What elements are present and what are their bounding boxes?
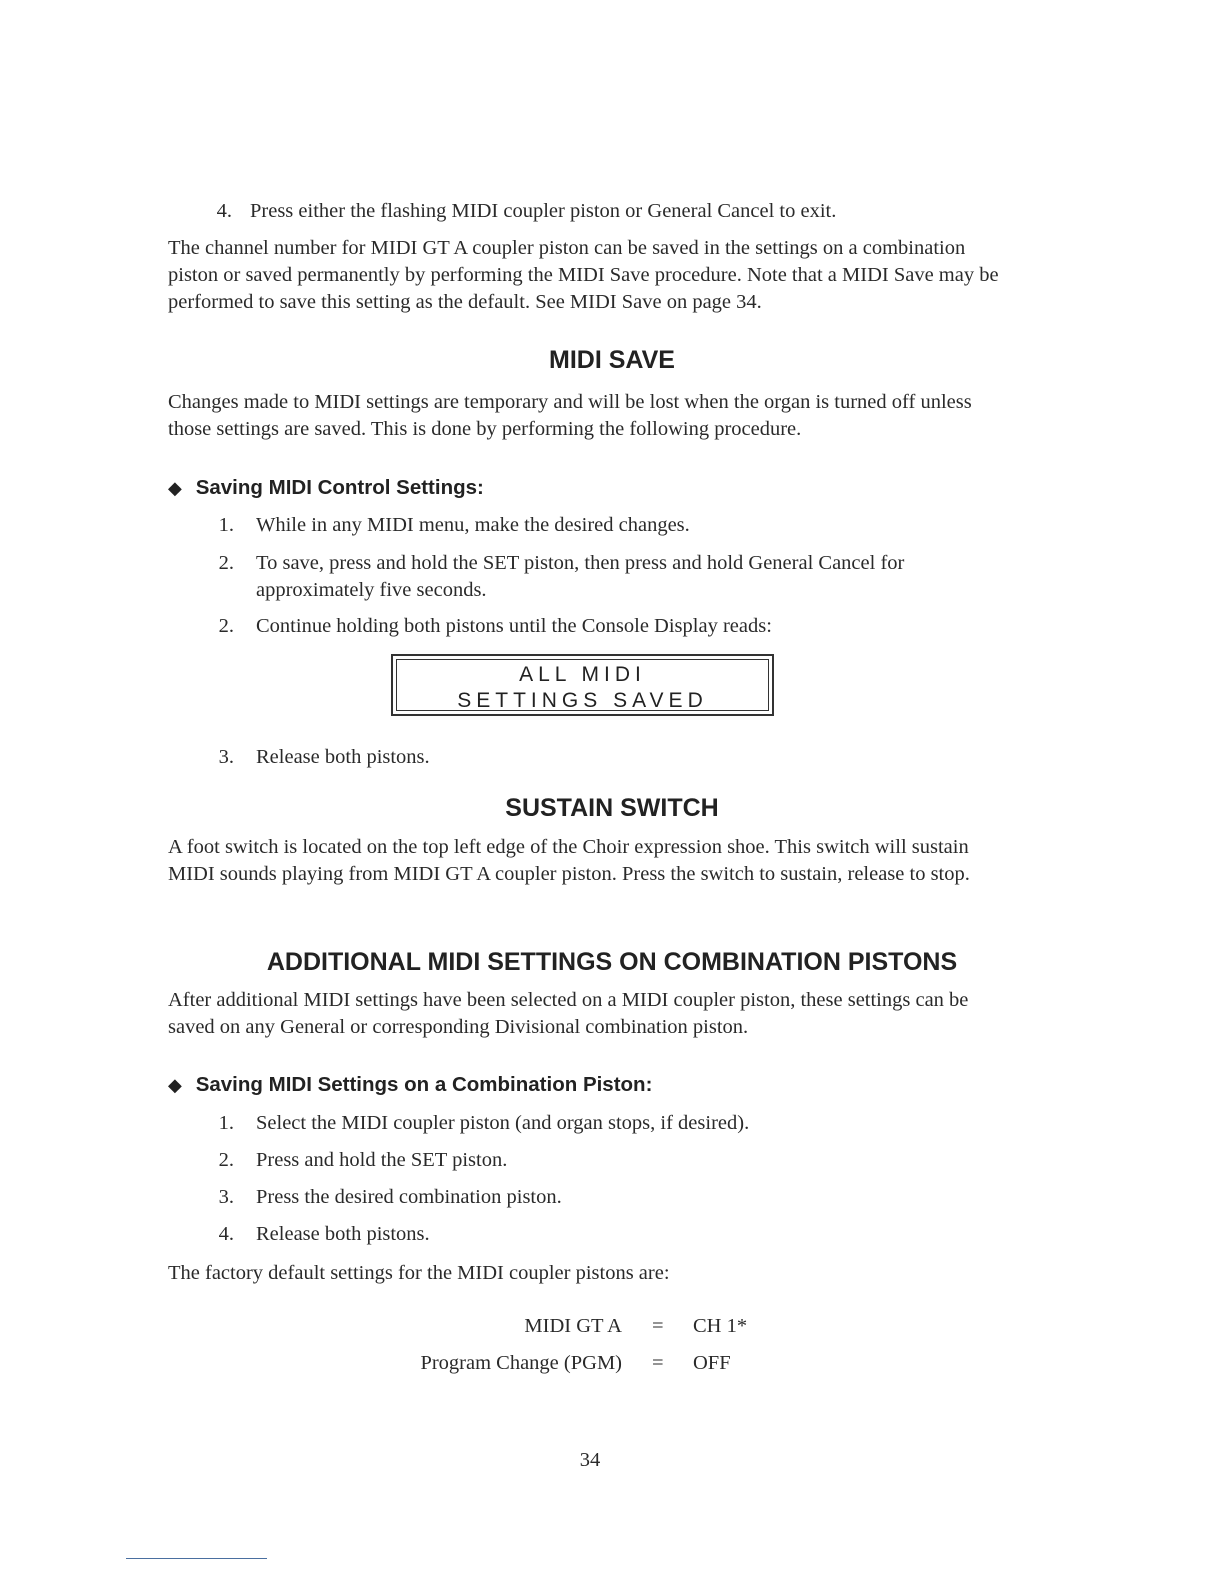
step-text: Press the desired combination piston. <box>256 1186 562 1208</box>
default-label: MIDI GT A <box>524 1315 622 1337</box>
step-text: Press and hold the SET piston. <box>256 1149 508 1171</box>
step-number: 1. <box>218 1112 234 1134</box>
step-text: Select the MIDI coupler piston (and organ stops, if desired). <box>256 1112 750 1134</box>
default-value: OFF <box>693 1352 731 1374</box>
step-number: 2. <box>218 1149 234 1171</box>
midi-save-paragraph: Changes made to MIDI settings are temporary and will be lost when the organ is turned off unless those settings are saved. This is done by performing the following procedure. <box>168 391 972 440</box>
subheading-text: Saving MIDI Control Settings: <box>195 476 484 499</box>
defaults-intro: The factory default settings for the MIDI coupler pistons are: <box>168 1262 670 1284</box>
additional-settings-heading: ADDITIONAL MIDI SETTINGS ON COMBINATION PISTONS <box>266 948 958 976</box>
step-text: Release both pistons. <box>256 746 430 768</box>
additional-paragraph: After additional MIDI settings have been selected on a MIDI coupler piston, these settings can be saved on any General or corresponding Divisional combination piston. <box>168 989 969 1038</box>
diamond-bullet-icon: ◆ <box>168 1075 182 1095</box>
console-display <box>391 654 774 716</box>
sustain-switch-heading: SUSTAIN SWITCH <box>505 794 719 822</box>
sustain-paragraph: A foot switch is located on the top left edge of the Choir expression shoe. This switch will sustain MIDI sounds playing from MIDI GT A coupler piston. Press the switch to sustain, release to stop. <box>168 836 970 885</box>
step-number: 3. <box>218 1186 234 1208</box>
display-line-2: SETTINGS SAVED <box>457 689 708 712</box>
step-number: 2. <box>218 615 234 637</box>
diamond-bullet-icon: ◆ <box>168 478 182 498</box>
midi-save-heading: MIDI SAVE <box>549 346 675 374</box>
step-text: Continue holding both pistons until the Console Display reads: <box>256 615 772 637</box>
saving-midi-combination-subheading <box>168 1073 652 1097</box>
page-number: 34 <box>579 1449 601 1471</box>
footer-rule <box>126 1558 267 1559</box>
step-text: Release both pistons. <box>256 1223 430 1245</box>
default-value: CH 1* <box>693 1315 748 1337</box>
saving-midi-control-subheading <box>168 476 484 500</box>
step-text: To save, press and hold the SET piston, then press and hold General Cancel for approximately five seconds. <box>256 552 905 601</box>
default-equals: = <box>652 1315 664 1337</box>
intro-paragraph: The channel number for MIDI GT A coupler piston can be saved in the settings on a combination piston or saved permanently by performing the MIDI Save procedure. Note that a MIDI Save may be performed to save this setting as the default. See MIDI Save on page 34. <box>168 237 999 313</box>
console-display-screen <box>396 659 769 711</box>
default-equals: = <box>652 1352 664 1374</box>
step-number: 4. <box>218 1223 234 1245</box>
subheading-text: Saving MIDI Settings on a Combination Piston: <box>195 1073 653 1096</box>
step-number: 3. <box>218 746 234 768</box>
display-line-1: ALL MIDI <box>519 663 646 686</box>
step-text: Press either the flashing MIDI coupler piston or General Cancel to exit. <box>250 200 837 222</box>
step-number: 2. <box>218 552 234 574</box>
step-number: 4. <box>216 200 232 222</box>
step-text: While in any MIDI menu, make the desired changes. <box>256 514 690 536</box>
step-number: 1. <box>218 514 234 536</box>
default-label: Program Change (PGM) <box>420 1352 622 1374</box>
